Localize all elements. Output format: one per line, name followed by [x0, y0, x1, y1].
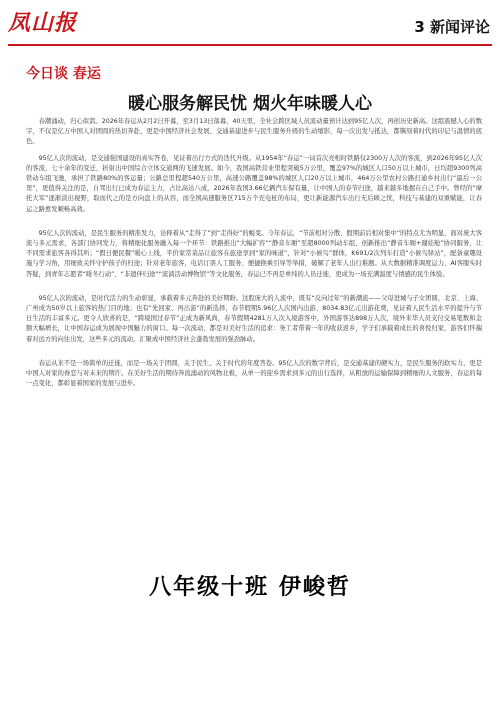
- article-body: [26, 117, 482, 395]
- article-paragraph: 春潮涌动，归心似箭。2026年春运从2月2日开幕，至3月13日落幕，40天里，全社会跨区域人员流动量预计达到95亿人次，再创历史新高。这组震撼人心的数字，不仅是亿万中国人对团圆的热切奔赴，更是中国经济社会发展、交通基建进步与民生服务升级的生动缩影，每一次出发与抵达，都镌刻着时代的印记与温情的底色。: [26, 118, 482, 146]
- masthead-divider: [8, 44, 492, 46]
- author-signature: 八年级十班 伊峻哲: [149, 574, 351, 600]
- masthead: [8, 4, 494, 44]
- newspaper-logo: 凤山报: [8, 10, 78, 36]
- article-paragraph: 95亿人次的流动，是民生服务的精准发力，诠释着从“走得了”到“走得好”的蜕变。今年春运，“节前相对分散、假期前后相对集中”的特点尤为明显，面对庞大客流与多元需求，各部门协同发力，将精细化服务融入每一个环节：铁路推出“大幅扩容”“静音车厢”至超8000列动车组，创新推出“静音车厢+遛娃舱”协同服务，让不同需求旅客各得其所；“假日便民餐”暖心上线，平价家常菜品让旅客在旅途享到“家的味道”，针对“小候鸟”群体，K691/2次列车打造“小候鸟驿站”，配备童趣设施与学习角，用细致关怀守护孩子的归途；针对老年旅客，电话订票人工服务、便捷换乘引导等举措，破解了老年人出行难题。从大数据精准调度运力、AI客服实时答疑，到青年志愿者“暖冬行动”、“非遗伴归途”“流淌活动博物馆”等文化服务，春运已不再是单纯的人员迁徙，更成为一场充满温度与情感的民生体验。: [26, 229, 482, 278]
- section-title: 3 新闻评论: [414, 18, 490, 36]
- column-tag: 今日谈 春运: [26, 66, 101, 82]
- article-paragraph: 95亿人次的流动，是时代活力的生动彰显，承载着多元奔赴的美好期盼。这股庞大的人流中，既有“反向过年”的新潮流——父母进城与子女团圆，北京、上海、广州成为50岁以上旅客的热门目的地；也有“先回家、再出游”的新选择，春节假期5.96亿人次国内出游、8034.83亿元出游花费，见证着人民生活水平的提升与节日生活的丰富多元。更令人欣喜的是，“跨境国过春节”正成为新风尚，春节假期4281万人次入境游客中，外国游客达898万人次，境外来华人员支付交易笔数和金额大幅增长，让中国春运成为展现中国魅力的窗口。每一次流动，都是对美好生活的追求：务工者带着一年的收获返乡，学子们承载着成长的喜悦归家，游客们怀揣着对远方的向往出发，这些多元的流动，汇聚成中国经济社会蓬勃发展的强劲脉动。: [26, 294, 482, 343]
- article-paragraph: 春运从来不是一场简单的迁徙，而是一场关于团圆、关于民生、关于时代的年度答卷。95亿人次的数字背后，是交通基建的硬实力，是民生服务的软实力，更是中国人对家的眷恋与对未来的期许。在美好生活的期待奔流涌动的风物北极，从单一的迎乡需求到多元的出行选择，从粗放的运输保障到精细的人文服务，春运的每一点变化，都彰显着国家的发展与进步。: [26, 359, 482, 388]
- article-headline: 暖心服务解民忧 烟火年味暖人心: [128, 94, 372, 114]
- article-paragraph: 95亿人次的流动，是交通强国建设的真实答卷，见证着出行方式的迭代升级。从1954年“春运”一词首次亮相时铁路仅2300万人次的客流，到2026年95亿人次的客流，七十余年的变迁，折射出中国综合立体交通网的飞速发展。如今，我国高铁营业里程突破5万公里，覆盖97%的城区人口50万以上城市，日均超9300列高铁动车组飞驰，承担了铁路80%的客运量；公路总里程超540万公里，高速公路覆盖98%的城区人口20万以上城市，464万公里农村公路打通乡村出行“最后一公里”，更值得关注的是，自驾出行已成为春运主力，占比高达八成，2026年我国3.66亿辆汽车保有量，让中国人的春节归途，越来越多地握在自己手中。曾经的“摩托大军”逐渐淡出视野，取而代之的是方向盘上的从容，而全国高速服务区715万个充电桩的布局，更让新能源汽车出行无后顾之忧，科技与基建的双重赋能，让春运之路愈发顺畅高效。: [26, 154, 482, 213]
